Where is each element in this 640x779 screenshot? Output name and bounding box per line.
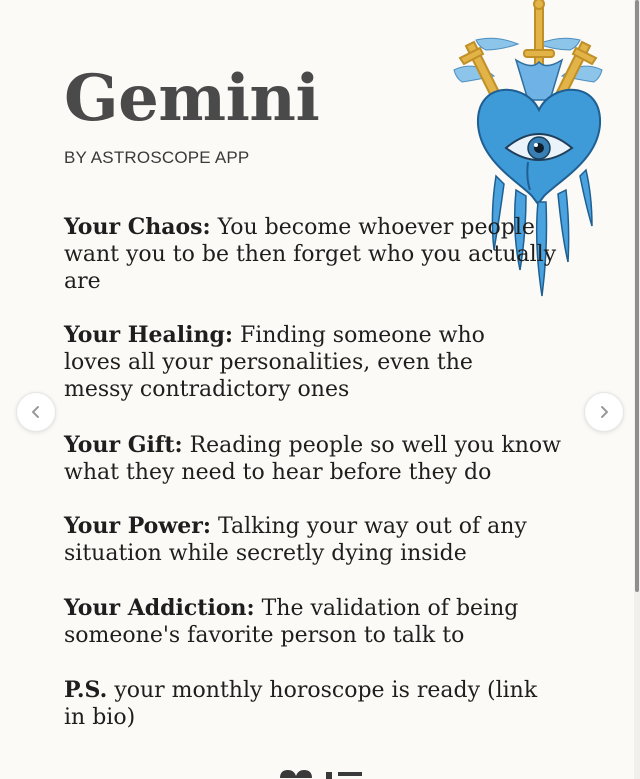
entry-text: The validation of being someone's favorite person to talk to <box>64 596 519 648</box>
entry-text: Talking your way out of any situation while secretly dying inside <box>64 514 527 566</box>
scrollbar-thumb[interactable] <box>635 0 639 592</box>
entry-label: Your Addiction: <box>64 595 255 621</box>
entry-label: Your Gift: <box>64 432 183 458</box>
entry-text: You become whoever people want you to be then forget who you actually are <box>64 215 557 294</box>
chevron-left-icon <box>28 404 44 420</box>
entry-label: Your Power: <box>64 513 211 539</box>
byline: BY ASTROSCOPE APP <box>64 148 250 167</box>
entry-label: Your Chaos: <box>64 214 211 240</box>
entry-text: Finding someone who loves all your personalities, even the messy contradictory ones <box>64 323 485 402</box>
entry-label: P.S. <box>64 677 108 703</box>
carousel-next-button[interactable] <box>584 392 624 432</box>
entry-power <box>64 513 534 567</box>
entry-gift <box>64 432 564 486</box>
carousel-prev-button[interactable] <box>16 392 56 432</box>
footer-decoration <box>276 764 366 779</box>
entry-addiction <box>64 595 524 649</box>
entry-label: Your Healing: <box>64 322 233 348</box>
entry-healing <box>64 322 544 403</box>
entry-text: Reading people so well you know what they need to hear before they do <box>64 433 562 485</box>
entry-chaos <box>64 214 564 295</box>
scrollbar[interactable] <box>634 0 640 779</box>
page-title: Gemini <box>64 61 320 136</box>
chevron-right-icon <box>596 404 612 420</box>
entry-ps <box>64 677 544 731</box>
entry-text: your monthly horoscope is ready (link in bio) <box>64 678 538 730</box>
